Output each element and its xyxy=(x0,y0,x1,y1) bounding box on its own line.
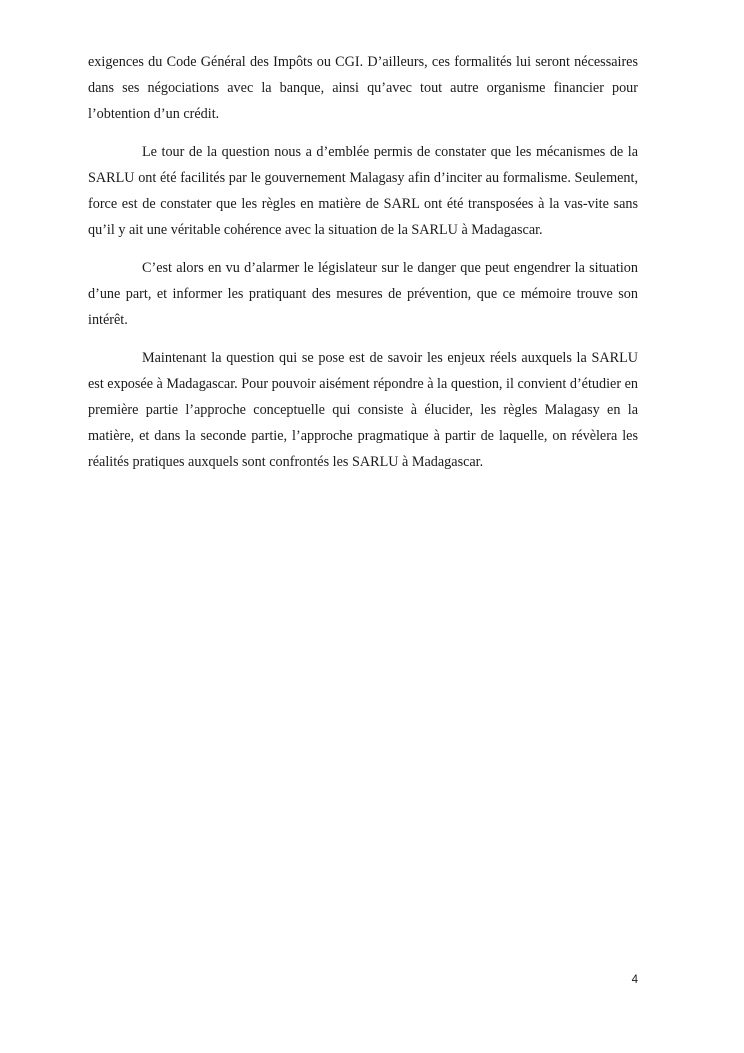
paragraph-interest: C’est alors en vu d’alarmer le législateur sur le danger que peut engendrer la situation d’une part, et informer les pratiquant des mesures de prévention, que ce mémoire trouve son intérêt. xyxy=(88,260,638,328)
paragraph-continuation: exigences du Code Général des Impôts ou CGI. D’ailleurs, ces formalités lui seront nécessaires dans ses négociations avec la banque, ainsi qu’avec tout autre organisme financier pour l’obtention d’un crédit. xyxy=(88,54,638,122)
paragraph-problematic: Maintenant la question qui se pose est de savoir les enjeux réels auxquels la SARLU est exposée à Madagascar. Pour pouvoir aisément répondre à la question, il convient d’étudier en première partie l’approche conceptuelle qui consiste à élucider, les règles Malagasy en la matière, et dans la seconde partie, l’approche pragmatique à partir de laquelle, on révèlera les réalités pratiques auxquels sont confrontés les SARLU à Madagascar. xyxy=(88,350,638,470)
paragraph-mechanisms: Le tour de la question nous a d’emblée permis de constater que les mécanismes de la SARLU ont été facilités par le gouvernement Malagasy afin d’inciter au formalisme. Seulement, force est de constater que les règles en matière de SARL ont été transposées à la vas-vite sans qu’il y ait une véritable cohérence avec la situation de la SARLU à Madagascar. xyxy=(88,144,638,238)
page-number: 4 xyxy=(631,974,638,986)
body-text xyxy=(88,49,638,487)
